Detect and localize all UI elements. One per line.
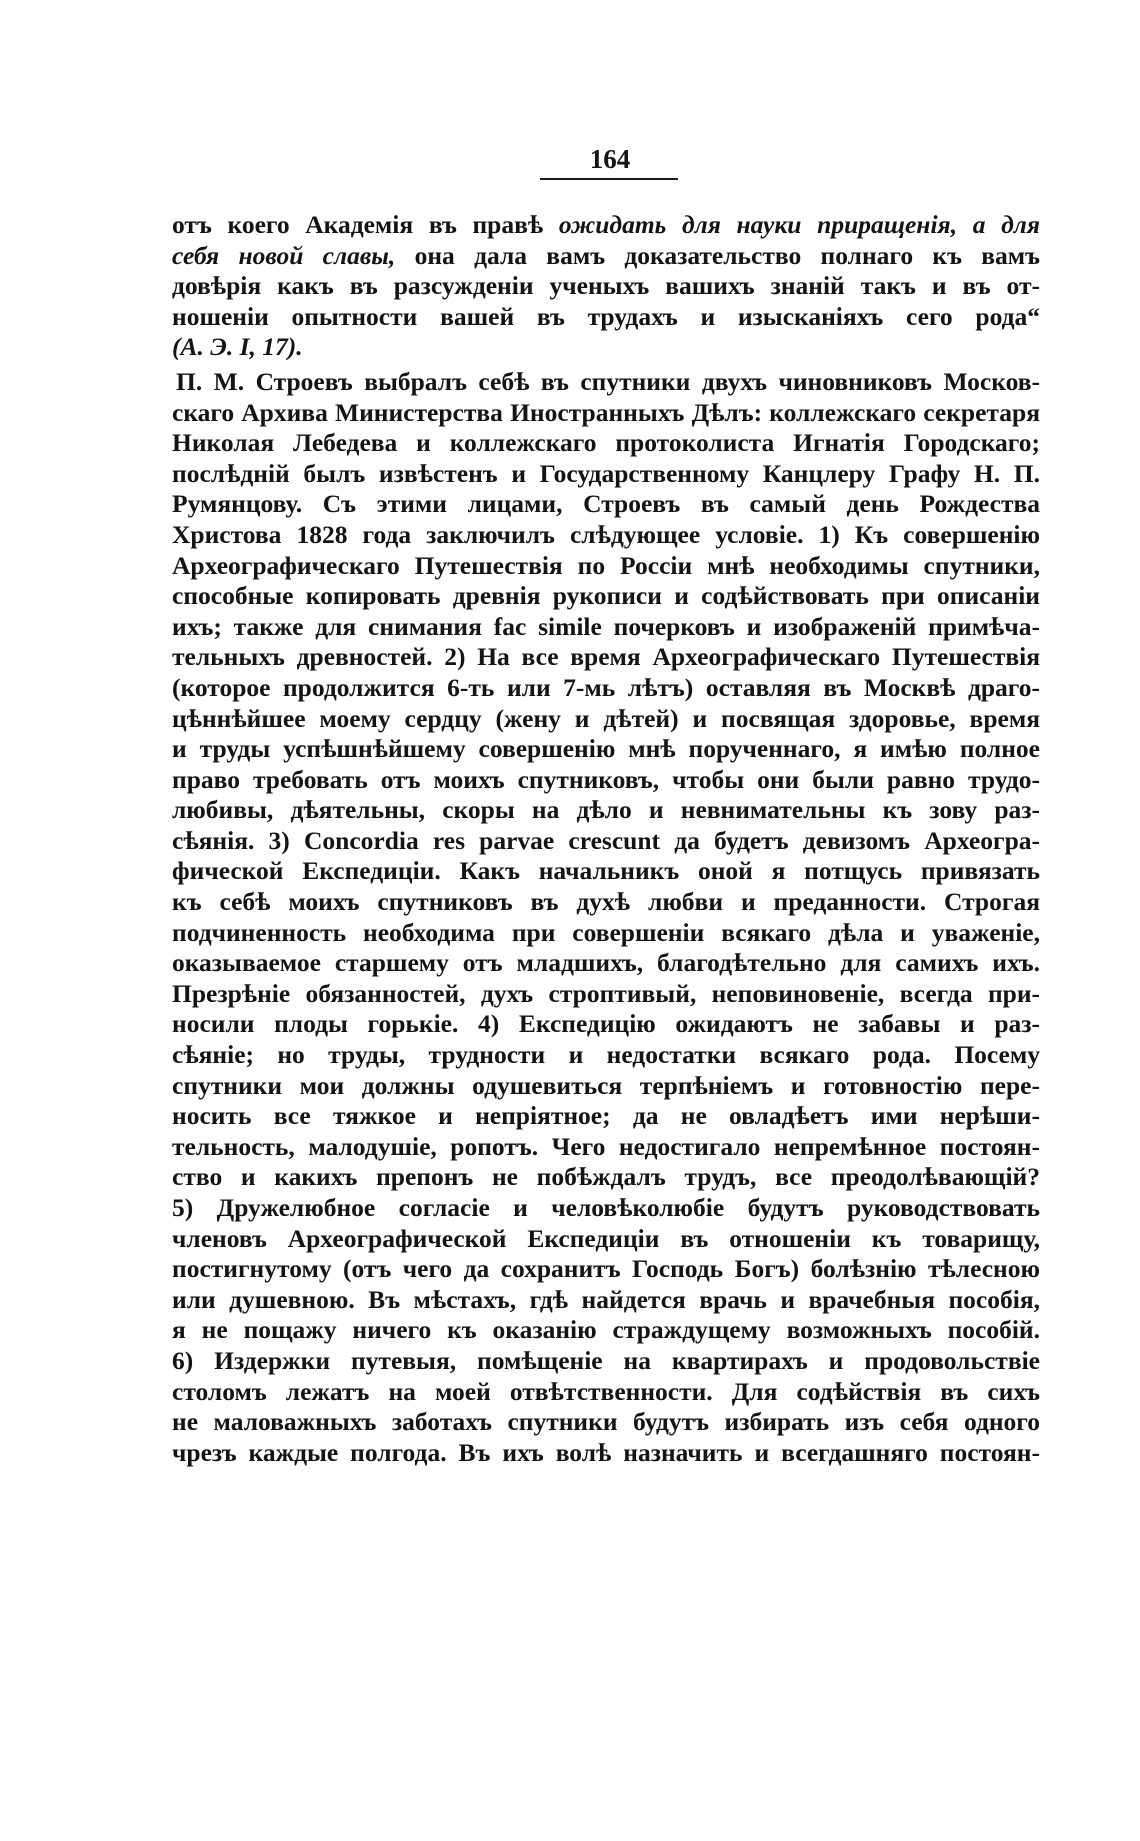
text-line: П. М. Строевъ выбралъ себѣ въ спутники двухъ чиновниковъ Москов-: [176, 366, 1040, 396]
text-line: право требовать отъ моихъ спутниковъ, чтобы они были равно трудо-: [172, 764, 1040, 794]
italic-text-segment: ожидать для науки приращенія, а для: [558, 210, 1040, 239]
text-line: или душевною. Въ мѣстахъ, гдѣ найдется врачь и врачебныя пособія,: [172, 1284, 1040, 1314]
italic-text-segment: себя новой славы,: [172, 240, 396, 270]
page-number-rule: [540, 178, 678, 180]
page-number: 164: [589, 144, 631, 174]
text-line: постигнутому (отъ чего да сохранитъ Господь Богъ) болѣзнію тѣлесною: [172, 1254, 1040, 1284]
text-line: тельныхъ древностей. 2) На все время Археографическаго Путешествія: [172, 642, 1040, 672]
text-line: подчиненность необходима при совершеніи всякаго дѣла и уваженіе,: [172, 917, 1040, 947]
text-line: любивы, дѣятельны, скоры на дѣло и невнимательны къ зову раз-: [172, 795, 1040, 825]
text-line: 6) Издержки путевыя, помѣщеніе на квартирахъ и продовольствіе: [172, 1345, 1040, 1375]
text-line: способные копировать древнія рукописи и содѣйствовать при описаніи: [172, 581, 1040, 611]
text-line: сѣянія. 3) Concordia res parvae crescunt да будетъ девизомъ Археогра-: [172, 825, 1040, 855]
text-line: послѣдній былъ извѣстенъ и Государственному Канцлеру Графу Н. П.: [172, 458, 1040, 488]
text-line: чрезъ каждые полгода. Въ ихъ волѣ назначить и всегдашняго постоян-: [172, 1437, 1040, 1467]
text-line: оказываемое старшему отъ младшихъ, благодѣтельно для самихъ ихъ.: [172, 948, 1040, 978]
text-line: не маловажныхъ заботахъ спутники будутъ избирать изъ себя одного: [172, 1407, 1040, 1437]
text-line: Николая Лебедева и коллежскаго протоколиста Игнатія Городскаго;: [172, 428, 1040, 458]
text-line: Археографическаго Путешествія по Россіи мнѣ необходимы спутники,: [172, 550, 1040, 580]
text-line: Презрѣніе обязанностей, духъ строптивый, неповиновеніе, всегда при-: [172, 978, 1040, 1008]
text-line: (А. Э. I, 17).: [172, 332, 303, 362]
text-line: столомъ лежатъ на моей отвѣтственности. Для содѣйствія въ сихъ: [172, 1376, 1040, 1406]
text-line: [172, 210, 1040, 241]
text-line: носили плоды горькіе. 4) Експедицію ожидаютъ не забавы и раз-: [172, 1009, 1040, 1039]
text-segment: она дала вамъ доказательство полнаго къ вамъ: [395, 240, 1040, 270]
text-line: ство и какихъ препонъ не побѣждалъ трудъ, все преодолѣвающій?: [172, 1162, 1040, 1192]
text-segment: отъ коего Академія въ правѣ: [172, 210, 559, 239]
text-line: и труды успѣшнѣйшему совершенію мнѣ порученнаго, я имѣю полное: [172, 734, 1040, 764]
text-line: тельность, малодушіе, ропотъ. Чего недостигало непремѣнное постоян-: [172, 1131, 1040, 1161]
body-text: [172, 210, 1040, 1468]
text-line: спутники мои должны одушевиться терпѣніемъ и готовностію пере-: [172, 1070, 1040, 1100]
text-line: довѣрія какъ въ разсужденіи ученыхъ вашихъ знаній такъ и въ от-: [172, 271, 1040, 301]
text-line: [172, 241, 1040, 272]
text-line: къ себѣ моихъ спутниковъ въ духѣ любви и преданности. Строгая: [172, 887, 1040, 917]
text-line: я не пощажу ничего къ оказанію страждущему возможныхъ пособій.: [172, 1315, 1040, 1345]
text-line: носить все тяжкое и непріятное; да не овладѣетъ ими нерѣши-: [172, 1101, 1040, 1131]
text-line: фической Експедиціи. Какъ начальникъ оной я потщусь привязать: [172, 856, 1040, 886]
text-line: 5) Дружелюбное согласіе и человѣколюбіе будутъ руководствовать: [172, 1193, 1040, 1222]
text-line: (которое продолжится 6-ть или 7-мь лѣтъ) оставляя въ Москвѣ драго-: [172, 672, 1040, 702]
text-line: цѣннѣйшее моему сердцу (жену и дѣтей) и посвящая здоровье, время: [172, 703, 1040, 733]
text-line: ихъ; также для снимания fac simile почерковъ и изображеній примѣча-: [172, 611, 1040, 641]
text-line: членовъ Археографической Експедиціи въ отношеніи къ товарищу,: [172, 1223, 1040, 1253]
text-line: сѣяніе; но труды, трудности и недостатки всякаго рода. Посему: [172, 1040, 1040, 1070]
text-line: Христова 1828 года заключилъ слѣдующее условіе. 1) Къ совершенію: [172, 519, 1040, 549]
text-line: скаго Архива Министерства Иностранныхъ Дѣлъ: коллежскаго секретаря: [172, 397, 1040, 427]
text-line: ношеніи опытности вашей въ трудахъ и изысканіяхъ сего рода“: [172, 301, 1040, 331]
text-line: Румянцову. Съ этими лицами, Строевъ въ самый день Рождества: [172, 489, 1040, 519]
